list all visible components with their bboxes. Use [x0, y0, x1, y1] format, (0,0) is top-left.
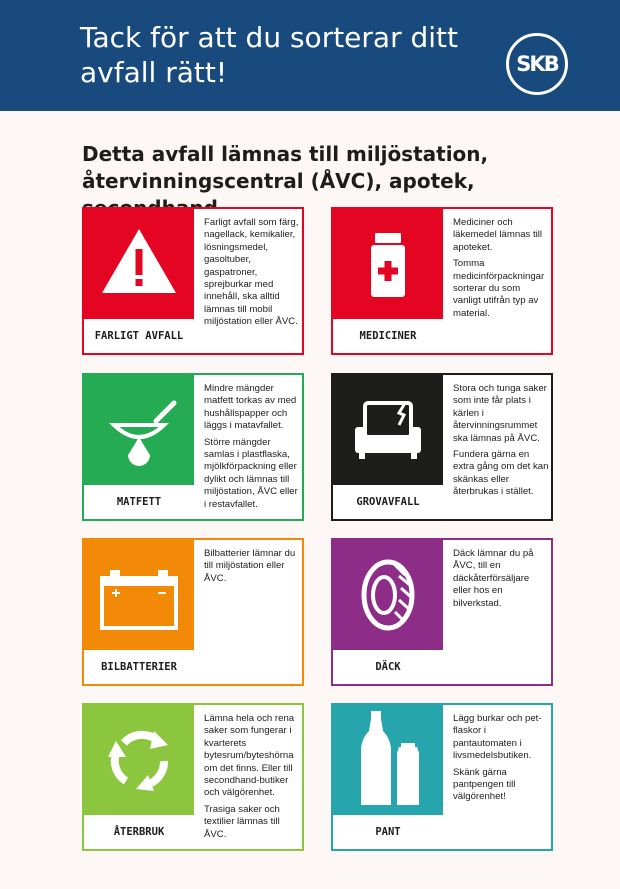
card-text: Stora och tunga saker som inte får plats i kärlen i återvinningsrummet ska lämnas på ÅVC. [453, 383, 547, 444]
card-text: Tomma medicinförpackningar sorterar du som vanligt utifrån typ av material. [453, 258, 545, 319]
card-text: Mediciner och läkemedel lämnas till apoteket. [453, 217, 543, 253]
card-icon-area [333, 375, 443, 485]
card-icon-area [333, 540, 443, 650]
card-dack [331, 538, 553, 686]
bottle-and-can-icon [333, 705, 443, 815]
card-label: GROVAVFALL [333, 485, 443, 519]
card-matfett [82, 373, 304, 521]
card-icon-area [84, 209, 194, 319]
card-icon-area [333, 209, 443, 319]
card-icon-area [84, 540, 194, 650]
card-icon-area [84, 375, 194, 485]
card-description [204, 383, 301, 515]
card-description [204, 713, 301, 845]
card-label: DÄCK [333, 650, 443, 684]
broken-sofa-icon [333, 375, 443, 485]
card-description [453, 217, 550, 324]
card-text: Trasiga saker och textilier lämnas till ÅVC. [204, 803, 280, 840]
card-description [453, 548, 550, 614]
skb-logo: SKB [506, 33, 568, 95]
card-description [204, 217, 301, 333]
card-grovavfall [331, 373, 553, 521]
subtitle: Detta avfall lämnas till miljöstation, återvinningscentral (ÅVC), apotek, [82, 142, 489, 193]
card-label: PANT [333, 815, 443, 849]
card-icon-area [84, 705, 194, 815]
card-label: BILBATTERIER [84, 650, 194, 684]
warning-triangle-icon [84, 209, 194, 319]
frying-pan-drop-icon [84, 375, 194, 485]
card-description [204, 548, 301, 589]
card-label: MEDICINER [333, 319, 443, 353]
card-text: Fundera gärna en extra gång om det kan skänkas eller återbrukas i stället. [453, 449, 549, 498]
card-mediciner [331, 207, 553, 355]
header-bar [0, 0, 620, 111]
card-aterbruk [82, 703, 304, 851]
card-text: Farligt avfall som färg, nagellack, kemikalier, lösningsmedel, gasoltuber, gaspatroner, sprejburkar med innehåll, ska alltid lämnas till mobil miljöstation eller ÅVC. [204, 217, 299, 328]
card-pant [331, 703, 553, 851]
medicine-bottle-icon [333, 209, 443, 319]
card-text: Större mängder samlas i plastflaska, mjölkförpackning eller dylikt och lämnas till miljöstation, ÅVC eller i restavfallet. [204, 436, 298, 510]
card-farligt-avfall [82, 207, 304, 355]
recycle-arrows-icon [84, 705, 194, 815]
card-label: MATFETT [84, 485, 194, 519]
card-label: FARLIGT AVFALL [84, 319, 194, 353]
card-text: Däck lämnar du på ÅVC, till en däckåterförsäljare eller hos en bilverkstad. [453, 548, 534, 609]
card-label: ÅTERBRUK [84, 815, 194, 849]
card-text: Skänk gärna pantpengen till välgörenhet! [453, 766, 516, 803]
page-title: Tack för att du sorterar ditt avfall rätt! [80, 21, 458, 89]
card-text: Bilbatterier lämnar du till miljöstation eller ÅVC. [204, 548, 296, 584]
card-description [453, 713, 550, 808]
card-description [453, 383, 550, 503]
tire-icon [333, 540, 443, 650]
car-battery-icon [84, 540, 194, 650]
card-icon-area [333, 705, 443, 815]
card-bilbatterier [82, 538, 304, 686]
card-text: Mindre mängder matfett torkas av med hushållspapper och läggs i matavfallet. [204, 383, 297, 432]
card-text: Lämna hela och rena saker som fungerar i kvarterets bytesrum/byteshörna om det finns. Eller till secondhand-butiker och välgörenhet. [204, 713, 295, 799]
card-text: Lägg burkar och pet-flaskor i pantautomaten i livsmedelsbutiken. [453, 713, 542, 762]
